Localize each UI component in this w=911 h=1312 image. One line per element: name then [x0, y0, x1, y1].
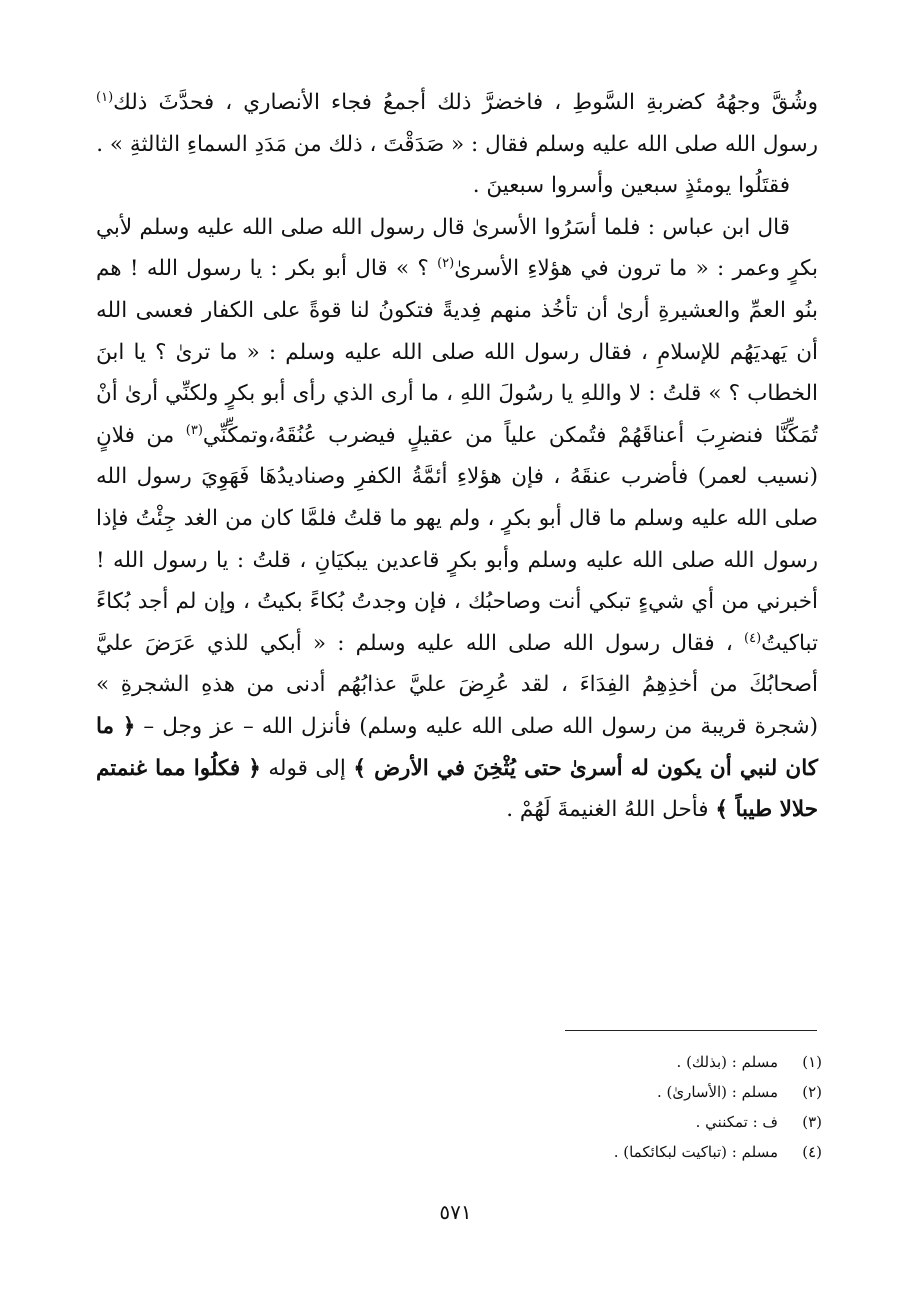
- footnote-separator: [565, 1030, 817, 1031]
- text-run: وشُقَّ وجهُهُ كضربةِ السَّوطِ ، فاخضرَّ ذلك أجمعُ فجاء الأنصاري ، فحدَّثَ ذلك: [113, 90, 818, 115]
- footnote-ref-4: (٤): [744, 630, 762, 646]
- footnote-number: (٤): [802, 1143, 822, 1161]
- paragraph-1: [96, 82, 818, 165]
- text-run: رسول الله صلى الله عليه وسلم فقال : « صَدَقْتَ ، ذلك من مَدَدِ السماءِ الثالثةِ » .: [96, 131, 818, 157]
- text-run: فقتَلُوا يومئذٍ سبعين وأسروا سبعينَ .: [472, 173, 790, 199]
- footnote-text: ف : تمكنني .: [695, 1113, 778, 1131]
- page-number: ٥٧١: [439, 1200, 472, 1224]
- paragraph-2: [96, 165, 818, 207]
- text-run: ، فقال رسول الله صلى الله عليه وسلم : « أبكي للذي عَرَضَ عليَّ أصحابُكَ من أخذِهِمُ الفِدَاءَ ، لقد عُرِضَ عليَّ عذابُهُم أدنى من هذهِ الشجرةِ » (شجرة قريبة من رسول الله صلى الله عليه وسلم) فأنزل الله – عز وجل –: [96, 630, 819, 739]
- footnote-number: (٢): [802, 1083, 822, 1101]
- text-run: قال ابن عباس : فلما أسَرُوا الأسرىٰ قال رسول الله صلى الله عليه وسلم لأبي بكرٍ وعمر : « ما ترون في هؤلاءِ الأسرىٰ: [96, 214, 818, 282]
- paragraph-3: [96, 207, 818, 831]
- footnote-ref-2: (٢): [437, 256, 455, 272]
- footnote-text: مسلم : (الأسارىٰ) .: [656, 1083, 778, 1101]
- quran-verse-1: ﴿ ما كان لنبي أن يكون له أسرىٰ حتى يُثْخِنَ في الأرض ﴾: [96, 713, 818, 781]
- footnote-item: [300, 1137, 822, 1167]
- footnote-item: [300, 1077, 822, 1107]
- footnote-item: [300, 1107, 822, 1137]
- text-run: من فلانٍ (نسيب لعمر) فأضرب عنقَهُ ، فإن هؤلاءِ أئمَّةُ الكفرِ وصناديدُهَا فَهَوِيَ رسول الله صلى الله عليه وسلم ما قال أبو بكرٍ ، ولم يهو ما قلتُ فلمَّا كان من الغد جِئْتُ فإذا رسول الله صلى الله عليه وسلم وأبو بكرٍ قاعدين يبكيَانِ ، قلتُ : يا رسول الله ! أخبرني من أي شيءٍ تبكي أنت وصاحبُك ، فإن وجدتُ بُكاءً بكيتُ ، وإن لم أجد بُكاءً تباكيتُ: [96, 422, 818, 656]
- quran-verse-2: ﴿ فكلُوا مما غنمتم حلالا طيباً ﴾: [96, 755, 818, 823]
- footnote-text: مسلم : (بذلك) .: [676, 1053, 778, 1071]
- footnote-item: [300, 1047, 822, 1077]
- footnote-number: (١): [802, 1053, 822, 1071]
- footnote-text: مسلم : (تباكيت لبكائكما) .: [613, 1143, 778, 1161]
- text-run: ؟ » قال أبو بكر : يا رسول الله ! هم بنُو العمِّ والعشيرةِ أرىٰ أن تأخُذ منهم فِديةً فتكونُ لنا قوةً على الكفار فعسى الله أن يَهديَهُم للإسلامِ ، فقال رسول الله صلى الله عليه وسلم : « ما ترىٰ ؟ يا ابنَ الخطاب ؟ » قلتُ : لا واللهِ يا رسُولَ اللهِ ، ما أرى الذي رأى أبو بكرٍ ولكنِّي أرىٰ أنْ تُمَكِّنَّا فنضرِبَ أعناقَهُمْ فتُمكن علياً من عقيلٍ فيضرب عُنُقَهُ،وتمكِّنِّي: [96, 256, 818, 448]
- footnote-ref-1: (١): [96, 89, 114, 105]
- footnotes: [300, 1047, 822, 1167]
- footnote-number: (٣): [802, 1113, 822, 1131]
- text-run: فأحل اللهُ الغنيمةَ لَهُمْ .: [506, 797, 716, 823]
- main-text: [96, 82, 818, 831]
- text-run: إلى قوله: [260, 755, 354, 781]
- footnote-ref-3: (٣): [185, 422, 203, 438]
